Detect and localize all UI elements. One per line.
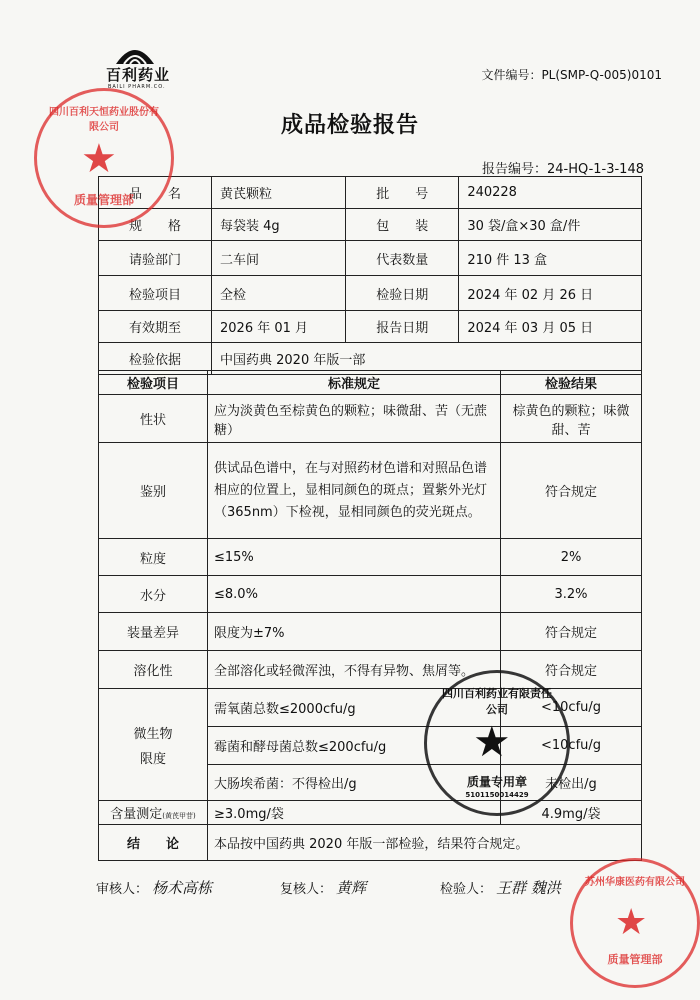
table-row	[99, 539, 642, 576]
expiry-label: 有效期至	[99, 311, 212, 343]
name-label: 品 名	[99, 177, 212, 209]
row-item: 水分	[99, 576, 208, 613]
item-value: 全检	[212, 276, 346, 311]
seal-text: 四川百利天恒药业股份有限公司	[49, 107, 159, 133]
pack-value: 30 袋/盒×30 盒/件	[459, 209, 642, 241]
basis-value: 中国药典 2020 年版一部	[212, 343, 642, 375]
logo-mark-icon	[114, 42, 156, 66]
row-standard: 供试品色谱中，在与对照药材色谱和对照品色谱相应的位置上，显相同颜色的斑点；置紫外光灯（365nm）下检视，显相同颜色的荧光斑点。	[208, 443, 501, 539]
page-title: 成品检验报告	[280, 113, 419, 138]
spec-label: 规 格	[99, 209, 212, 241]
assay-item-note: (黄芪甲苷)	[162, 812, 196, 820]
row-standard: 全部溶化或轻微浑浊，不得有异物、焦屑等。	[208, 651, 501, 689]
inspector-signature	[440, 877, 561, 898]
reviewer-signature	[96, 877, 212, 898]
batch-label: 批 号	[346, 177, 459, 209]
micro-item	[99, 689, 208, 801]
logo-text: 百利药业	[106, 66, 171, 84]
row-result: 符合规定	[501, 613, 642, 651]
table-row	[99, 395, 642, 443]
dept-label: 请验部门	[99, 241, 212, 276]
logo-subtext: BAILI PHARM.CO.	[108, 84, 166, 90]
reviewer-label: 审核人：	[96, 882, 149, 897]
conclusion-label: 结 论	[99, 825, 208, 861]
row-item: 装量差异	[99, 613, 208, 651]
row-item: 粒度	[99, 539, 208, 576]
micro-standard: 需氧菌总数≤2000cfu/g	[208, 689, 501, 727]
pack-label: 包 装	[346, 209, 459, 241]
table-row	[99, 576, 642, 613]
conclusion-text: 本品按中国药典 2020 年版一部检验，结果符合规定。	[208, 825, 642, 861]
inspector-label: 检验人：	[440, 882, 493, 897]
report-date-label: 报告日期	[346, 311, 459, 343]
checker-label: 复核人：	[280, 882, 333, 897]
micro-result: <10cfu/g	[501, 689, 642, 727]
seal-star-icon: ★	[81, 136, 117, 182]
seal-text: 四川百利药业有限责任公司	[442, 687, 552, 716]
table-row	[99, 651, 642, 689]
assay-item	[99, 801, 208, 825]
expiry-value: 2026 年 01 月	[212, 311, 346, 343]
micro-item-line1: 微生物	[133, 726, 173, 742]
report-date-value: 2024 年 03 月 05 日	[459, 311, 642, 343]
checker-signature	[280, 877, 366, 898]
seal-subtext: 质量专用章	[466, 775, 527, 789]
basis-label: 检验依据	[99, 343, 212, 375]
date-label: 检验日期	[346, 276, 459, 311]
row-standard: 应为淡黄色至棕黄色的颗粒；味微甜、苦（无蔗糖）	[208, 395, 501, 443]
table-row	[99, 613, 642, 651]
batch-value: 240228	[459, 177, 642, 209]
assay-item-label: 含量测定	[110, 807, 163, 822]
reviewer-name: 杨术高栋	[152, 879, 213, 897]
row-result: 3.2%	[501, 576, 642, 613]
table-row	[99, 801, 642, 825]
micro-item-line2: 限度	[139, 751, 166, 767]
col-result-header: 检验结果	[501, 371, 642, 395]
micro-result: 未检出/g	[501, 765, 642, 801]
name-value: 黄芪颗粒	[212, 177, 346, 209]
col-item-header: 检验项目	[99, 371, 208, 395]
info-row	[99, 209, 642, 241]
row-result: 2%	[501, 539, 642, 576]
spec-value: 每袋装 4g	[212, 209, 346, 241]
conclusion-row	[99, 825, 642, 861]
seal-text: 苏州华康医药有限公司	[585, 877, 685, 888]
micro-standard: 霉菌和酵母菌总数≤200cfu/g	[208, 727, 501, 765]
seal-number: 5101150014429	[465, 791, 529, 799]
micro-result: <10cfu/g	[501, 727, 642, 765]
seal-subtext: 质量管理部	[73, 193, 134, 207]
assay-standard: ≥3.0mg/袋	[208, 801, 501, 825]
row-item: 溶化性	[99, 651, 208, 689]
date-value: 2024 年 02 月 26 日	[459, 276, 642, 311]
table-header-row	[99, 371, 642, 395]
report-number: 报告编号：24-HQ-1-3-148	[481, 162, 644, 177]
info-row	[99, 241, 642, 276]
checker-name: 黄辉	[336, 879, 367, 897]
seal-star-icon: ★	[473, 717, 511, 766]
info-row	[99, 177, 642, 209]
company-quality-seal	[424, 670, 570, 816]
info-row	[99, 311, 642, 343]
row-item: 性状	[99, 395, 208, 443]
row-standard: 限度为±7%	[208, 613, 501, 651]
info-row	[99, 276, 642, 311]
table-row	[99, 443, 642, 539]
row-item: 鉴别	[99, 443, 208, 539]
qty-value: 210 件 13 盒	[459, 241, 642, 276]
inspector-name: 王群 魏洪	[496, 879, 561, 897]
col-standard-header: 标准规定	[208, 371, 501, 395]
quality-dept-seal	[34, 88, 174, 228]
row-result: 棕黄色的颗粒；味微甜、苦	[501, 395, 642, 443]
seal-subtext: 质量管理部	[607, 953, 663, 966]
document-number: 文件编号：PL(SMP-Q-005)0101	[481, 68, 662, 82]
row-standard: ≤15%	[208, 539, 501, 576]
assay-result: 4.9mg/袋	[501, 801, 642, 825]
row-result: 符合规定	[501, 443, 642, 539]
info-table	[98, 176, 642, 375]
seal-star-icon: ★	[615, 902, 648, 943]
row-standard: ≤8.0%	[208, 576, 501, 613]
micro-standard: 大肠埃希菌：不得检出/g	[208, 765, 501, 801]
row-result: 符合规定	[501, 651, 642, 689]
qty-label: 代表数量	[346, 241, 459, 276]
pharmacy-quality-seal	[570, 858, 700, 988]
item-label: 检验项目	[99, 276, 212, 311]
dept-value: 二车间	[212, 241, 346, 276]
